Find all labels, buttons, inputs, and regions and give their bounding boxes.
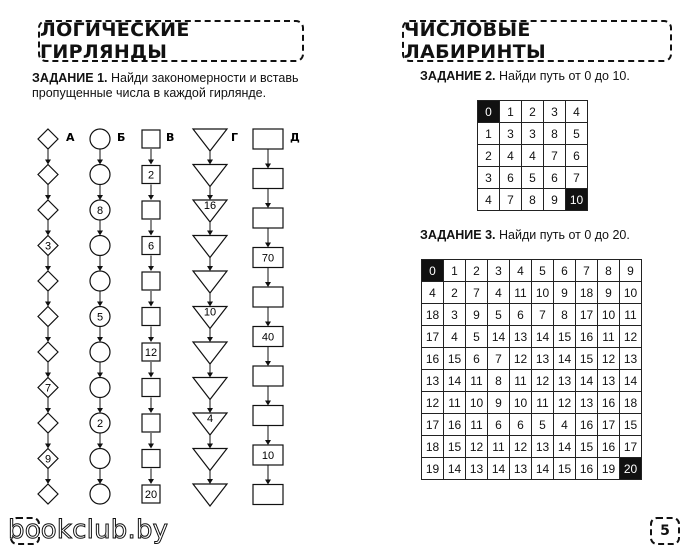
grid-cell: 16 (422, 348, 444, 370)
grid-cell: 7 (576, 260, 598, 282)
grid-cell: 19 (598, 458, 620, 480)
grid-cell: 13 (422, 370, 444, 392)
arrow-down-icon (148, 266, 154, 271)
garland-2 (90, 129, 125, 504)
bead-value: 40 (261, 331, 275, 344)
grid-cell: 9 (620, 260, 642, 282)
grid-cell: 14 (554, 348, 576, 370)
grid-cell: 8 (598, 260, 620, 282)
rect-bead (253, 208, 283, 228)
arrow-down-icon (148, 231, 154, 236)
grid-cell: 15 (554, 326, 576, 348)
bead-value: 10 (261, 450, 275, 462)
grid-cell: 6 (500, 167, 522, 189)
grid-cell: 14 (488, 458, 510, 480)
arrow-down-icon (265, 401, 271, 406)
diamond-bead (38, 271, 58, 291)
grid-cell: 11 (466, 370, 488, 392)
grid-cell: 11 (532, 392, 554, 414)
diamond-bead (38, 200, 58, 220)
grid-cell: 13 (510, 326, 532, 348)
circle-bead (90, 236, 110, 256)
grid-cell: 17 (598, 414, 620, 436)
grid-row (422, 326, 642, 348)
square-bead (142, 130, 160, 148)
arrow-down-icon (97, 479, 103, 484)
arrow-down-icon (148, 195, 154, 200)
grid-cell: 2 (478, 145, 500, 167)
grid-row (478, 101, 588, 123)
task-1-text: Найди закономерности и вставь пропущенные числа в каждой гирлянде. (32, 71, 299, 100)
triangle-bead (193, 129, 227, 151)
arrow-down-icon (207, 337, 213, 342)
grid-cell: 11 (444, 392, 466, 414)
maze-grid-2 (421, 259, 642, 480)
triangle-bead (193, 236, 227, 258)
bead-value: 2 (147, 169, 155, 182)
grid-cell: 10 (620, 282, 642, 304)
grid-cell: 16 (576, 458, 598, 480)
grid-cell: 5 (532, 260, 554, 282)
grid-cell: 8 (544, 123, 566, 145)
grid-cell: 18 (422, 304, 444, 326)
arrow-down-icon (207, 266, 213, 271)
arrow-down-icon (265, 322, 271, 327)
grid-cell: 16 (598, 436, 620, 458)
grid-cell: 4 (510, 260, 532, 282)
task-3-label: ЗАДАНИЕ 3. (420, 228, 496, 242)
grid-cell: 5 (532, 414, 554, 436)
bead-value: 8 (96, 205, 104, 217)
bead-value: 16 (203, 200, 217, 212)
grid-cell: 7 (466, 282, 488, 304)
grid-cell: 16 (598, 392, 620, 414)
grid-cell: 7 (532, 304, 554, 326)
grid-cell: 3 (522, 123, 544, 145)
grid-row (478, 145, 588, 167)
bead-value: 3 (44, 240, 52, 253)
grid-cell: 7 (566, 167, 588, 189)
grid-cell: 6 (566, 145, 588, 167)
grid-cell: 4 (422, 282, 444, 304)
grid-cell: 11 (466, 414, 488, 436)
right-page-title: ЧИСЛОВЫЕ ЛАБИРИНТЫ (404, 19, 546, 63)
grid-cell: 12 (620, 326, 642, 348)
square-bead (142, 272, 160, 290)
grid-cell: 15 (444, 348, 466, 370)
grid-cell: 4 (444, 326, 466, 348)
diamond-bead (38, 129, 58, 149)
arrow-down-icon (207, 231, 213, 236)
grid-cell: 18 (620, 392, 642, 414)
grid-cell: 17 (576, 304, 598, 326)
triangle-bead (193, 484, 227, 506)
grid-cell: 14 (532, 326, 554, 348)
grid-cell: 4 (522, 145, 544, 167)
grid-cell: 4 (488, 282, 510, 304)
grid-cell: 15 (554, 458, 576, 480)
bead-value: 7 (44, 382, 52, 395)
watermark: bookclub.by (8, 515, 169, 545)
circle-bead (90, 378, 110, 398)
arrow-down-icon (97, 160, 103, 165)
grid-cell: 2 (466, 260, 488, 282)
arrow-down-icon (265, 480, 271, 485)
bead-value: 20 (144, 489, 158, 501)
grid-cell: 13 (620, 348, 642, 370)
grid-cell: 6 (544, 167, 566, 189)
arrow-down-icon (97, 373, 103, 378)
arrow-down-icon (148, 337, 154, 342)
grid-cell: 11 (510, 370, 532, 392)
grid-cell: 6 (466, 348, 488, 370)
grid-cell: 14 (444, 458, 466, 480)
circle-bead (90, 165, 110, 185)
grid-cell: 13 (532, 436, 554, 458)
rect-bead (253, 406, 283, 426)
arrow-down-icon (97, 444, 103, 449)
grid-cell: 10 (532, 282, 554, 304)
grid-cell: 12 (532, 370, 554, 392)
diamond-bead (38, 165, 58, 185)
grid-row (478, 167, 588, 189)
grid-cell: 17 (422, 326, 444, 348)
grid-cell: 0 (478, 101, 500, 123)
circle-bead (90, 484, 110, 504)
arrow-down-icon (97, 408, 103, 413)
square-bead (142, 414, 160, 432)
task-2-label: ЗАДАНИЕ 2. (420, 69, 496, 83)
grid-cell: 8 (522, 189, 544, 211)
task-3-text: Найди путь от 0 до 20. (499, 228, 630, 242)
arrow-down-icon (97, 231, 103, 236)
maze-grid-1 (477, 100, 588, 211)
grid-cell: 12 (554, 392, 576, 414)
bead-value: 2 (96, 418, 104, 430)
arrow-down-icon (148, 479, 154, 484)
grid-cell: 12 (510, 436, 532, 458)
grid-cell: 14 (620, 370, 642, 392)
diamond-bead (38, 484, 58, 504)
garland-label: В (166, 131, 175, 144)
square-bead (142, 308, 160, 326)
grid-cell: 6 (488, 414, 510, 436)
arrow-down-icon (207, 444, 213, 449)
bead-value: 5 (96, 311, 104, 324)
grid-cell: 16 (444, 414, 466, 436)
arrow-down-icon (207, 160, 213, 165)
grid-cell: 4 (500, 145, 522, 167)
garland-label: Б (117, 131, 126, 144)
grid-cell: 5 (522, 167, 544, 189)
grid-cell: 17 (620, 436, 642, 458)
rect-bead (253, 287, 283, 307)
garlands-figure (0, 0, 330, 515)
task-3 (420, 228, 680, 243)
grid-cell: 8 (554, 304, 576, 326)
grid-cell: 6 (510, 414, 532, 436)
grid-cell: 13 (466, 458, 488, 480)
grid-cell: 8 (488, 370, 510, 392)
grid-cell: 9 (544, 189, 566, 211)
grid-cell: 12 (466, 436, 488, 458)
rect-bead (253, 485, 283, 505)
garland-5 (253, 129, 300, 505)
task-2-text: Найди путь от 0 до 10. (499, 69, 630, 83)
grid-row (422, 458, 642, 480)
grid-cell: 11 (510, 282, 532, 304)
arrow-down-icon (265, 243, 271, 248)
grid-cell: 6 (510, 304, 532, 326)
triangle-bead (193, 449, 227, 471)
bead-value: 12 (144, 347, 158, 359)
grid-row (422, 436, 642, 458)
grid-cell: 19 (422, 458, 444, 480)
grid-cell: 12 (598, 348, 620, 370)
grid-row (478, 189, 588, 211)
grid-cell: 5 (466, 326, 488, 348)
grid-cell: 3 (544, 101, 566, 123)
triangle-bead (193, 378, 227, 400)
garland-label: А (66, 131, 75, 144)
grid-cell: 15 (576, 348, 598, 370)
circle-bead (90, 129, 110, 149)
garland-4 (193, 129, 238, 506)
grid-cell: 2 (522, 101, 544, 123)
grid-cell: 11 (488, 436, 510, 458)
arrow-down-icon (97, 302, 103, 307)
garland-3 (142, 130, 174, 503)
grid-cell: 0 (422, 260, 444, 282)
arrow-down-icon (207, 479, 213, 484)
arrow-down-icon (148, 302, 154, 307)
grid-row (422, 282, 642, 304)
grid-cell: 16 (576, 326, 598, 348)
bead-value: 6 (147, 240, 155, 253)
grid-cell: 13 (532, 348, 554, 370)
grid-cell: 14 (576, 370, 598, 392)
bead-value: 4 (206, 413, 214, 425)
grid-cell: 12 (510, 348, 532, 370)
arrow-down-icon (97, 266, 103, 271)
grid-cell: 18 (422, 436, 444, 458)
garland-label: Д (290, 131, 300, 144)
grid-cell: 14 (532, 458, 554, 480)
grid-cell: 11 (620, 304, 642, 326)
grid-cell: 13 (576, 392, 598, 414)
grid-cell: 9 (488, 392, 510, 414)
grid-cell: 9 (554, 282, 576, 304)
page-number: 5 (660, 523, 670, 539)
arrow-down-icon (265, 440, 271, 445)
grid-cell: 13 (554, 370, 576, 392)
grid-cell: 20 (620, 458, 642, 480)
rect-bead (253, 366, 283, 386)
grid-cell: 9 (466, 304, 488, 326)
grid-cell: 14 (554, 436, 576, 458)
arrow-down-icon (148, 160, 154, 165)
grid-cell: 11 (598, 326, 620, 348)
grid-cell: 10 (466, 392, 488, 414)
bead-value: 10 (203, 306, 217, 319)
grid-cell: 3 (444, 304, 466, 326)
grid-cell: 1 (500, 101, 522, 123)
grid-cell: 7 (544, 145, 566, 167)
grid-row (422, 414, 642, 436)
grid-cell: 17 (422, 414, 444, 436)
grid-cell: 14 (444, 370, 466, 392)
grid-cell: 3 (500, 123, 522, 145)
arrow-down-icon (148, 408, 154, 413)
task-2 (420, 69, 680, 84)
grid-cell: 2 (444, 282, 466, 304)
grid-cell: 15 (620, 414, 642, 436)
diamond-bead (38, 342, 58, 362)
grid-row (478, 123, 588, 145)
square-bead (142, 379, 160, 397)
task-1-label: ЗАДАНИЕ 1. (32, 71, 108, 85)
rect-bead (253, 129, 283, 149)
grid-row (422, 348, 642, 370)
arrow-down-icon (148, 444, 154, 449)
circle-bead (90, 342, 110, 362)
triangle-bead (193, 271, 227, 293)
grid-cell: 18 (576, 282, 598, 304)
square-bead (142, 201, 160, 219)
grid-cell: 1 (444, 260, 466, 282)
rect-bead (253, 169, 283, 189)
grid-cell: 15 (444, 436, 466, 458)
grid-row (422, 392, 642, 414)
page-number-box (650, 517, 680, 545)
grid-cell: 3 (478, 167, 500, 189)
grid-cell: 1 (478, 123, 500, 145)
grid-cell: 12 (422, 392, 444, 414)
grid-cell: 15 (576, 436, 598, 458)
grid-row (422, 304, 642, 326)
grid-cell: 13 (510, 458, 532, 480)
garland-1 (38, 129, 75, 504)
arrow-down-icon (265, 361, 271, 366)
grid-row (422, 370, 642, 392)
circle-bead (90, 271, 110, 291)
diamond-bead (38, 413, 58, 433)
arrow-down-icon (265, 164, 271, 169)
grid-cell: 3 (488, 260, 510, 282)
bead-value: 70 (261, 252, 275, 265)
left-page-title: ЛОГИЧЕСКИЕ ГИРЛЯНДЫ (40, 19, 190, 63)
circle-bead (90, 449, 110, 469)
garland-label: Г (231, 131, 239, 144)
grid-cell: 14 (488, 326, 510, 348)
arrow-down-icon (148, 373, 154, 378)
right-page-title-box (402, 20, 672, 62)
diamond-bead (38, 307, 58, 327)
grid-cell: 5 (566, 123, 588, 145)
grid-cell: 7 (488, 348, 510, 370)
arrow-down-icon (265, 203, 271, 208)
grid-cell: 13 (598, 370, 620, 392)
grid-cell: 10 (598, 304, 620, 326)
grid-cell: 10 (566, 189, 588, 211)
grid-cell: 9 (598, 282, 620, 304)
arrow-down-icon (97, 337, 103, 342)
grid-cell: 7 (500, 189, 522, 211)
square-bead (142, 450, 160, 468)
grid-cell: 10 (510, 392, 532, 414)
grid-cell: 6 (554, 260, 576, 282)
triangle-bead (193, 342, 227, 364)
arrow-down-icon (97, 195, 103, 200)
triangle-bead (193, 165, 227, 187)
grid-cell: 4 (566, 101, 588, 123)
arrow-down-icon (207, 373, 213, 378)
grid-cell: 4 (478, 189, 500, 211)
arrow-down-icon (265, 282, 271, 287)
grid-cell: 5 (488, 304, 510, 326)
bead-value: 9 (44, 453, 52, 466)
grid-cell: 16 (576, 414, 598, 436)
grid-cell: 4 (554, 414, 576, 436)
grid-row (422, 260, 642, 282)
